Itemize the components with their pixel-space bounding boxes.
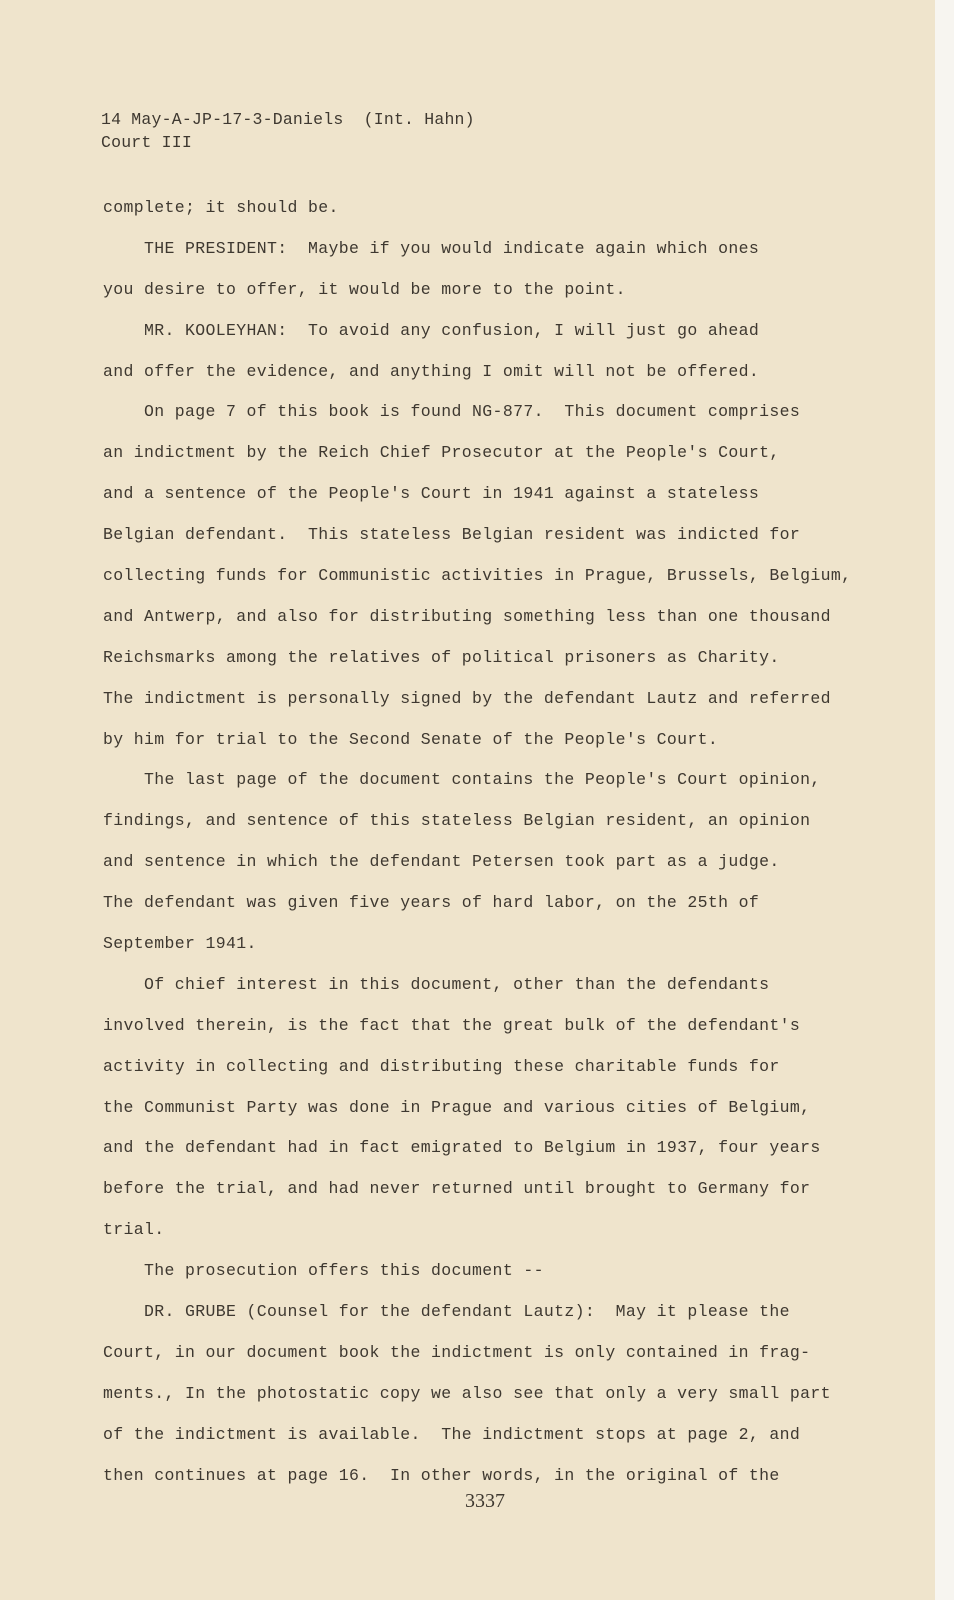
header-court-line: Court III [101,133,192,152]
text-line: trial. [103,1220,165,1240]
text-line: Belgian defendant. This stateless Belgian resident was indicted for [103,525,801,545]
text-line: and sentence in which the defendant Petersen took part as a judge. [103,852,780,872]
transcript-body [103,188,852,1497]
text-line: you desire to offer, it would be more to the point. [103,279,626,299]
text-line: The indictment is personally signed by the defendant Lautz and referred [103,688,831,708]
text-line: before the trial, and had never returned until brought to Germany for [103,1179,811,1199]
text-line: Reichsmarks among the relatives of political prisoners as Charity. [103,647,780,667]
text-line: ments., In the photostatic copy we also see that only a very small part [103,1383,831,1403]
text-line: The prosecution offers this document -- [103,1261,544,1281]
text-line: of the indictment is available. The indictment stops at page 2, and [103,1424,801,1444]
text-line: an indictment by the Reich Chief Prosecutor at the People's Court, [103,443,780,463]
page-number: 3337 [465,1490,505,1512]
header-session-line: 14 May-A-JP-17-3-Daniels (Int. Hahn) [101,110,475,129]
text-line: then continues at page 16. In other words, in the original of the [103,1465,780,1485]
text-line: involved therein, is the fact that the great bulk of the defendant's [103,1015,801,1035]
text-line: On page 7 of this book is found NG-877. This document comprises [103,402,801,422]
text-line: and the defendant had in fact emigrated to Belgium in 1937, four years [103,1138,821,1158]
text-line: THE PRESIDENT: Maybe if you would indicate again which ones [103,238,760,258]
text-line: the Communist Party was done in Prague and various cities of Belgium, [103,1097,811,1117]
text-line: and a sentence of the People's Court in 1941 against a stateless [103,484,760,504]
document-header [101,108,475,154]
text-line: The defendant was given five years of hard labor, on the 25th of [103,893,760,913]
text-line: MR. KOOLEYHAN: To avoid any confusion, I will just go ahead [103,320,760,340]
text-line: complete; it should be. [103,198,339,217]
text-line: findings, and sentence of this stateless Belgian resident, an opinion [103,811,811,831]
text-line: September 1941. [103,934,257,954]
text-line: by him for trial to the Second Senate of the People's Court. [103,729,719,749]
text-line: Of chief interest in this document, other than the defendants [103,974,770,994]
text-line: DR. GRUBE (Counsel for the defendant Lautz): May it please the [103,1302,790,1322]
text-line: activity in collecting and distributing these charitable funds for [103,1056,780,1076]
text-line: Court, in our document book the indictment is only contained in frag- [103,1342,811,1362]
text-line: The last page of the document contains the People's Court opinion, [103,770,821,790]
text-line: and offer the evidence, and anything I omit will not be offered. [103,361,760,381]
page-edge [935,0,954,1600]
text-line: collecting funds for Communistic activities in Prague, Brussels, Belgium, [103,566,852,586]
text-line: and Antwerp, and also for distributing something less than one thousand [103,606,831,626]
